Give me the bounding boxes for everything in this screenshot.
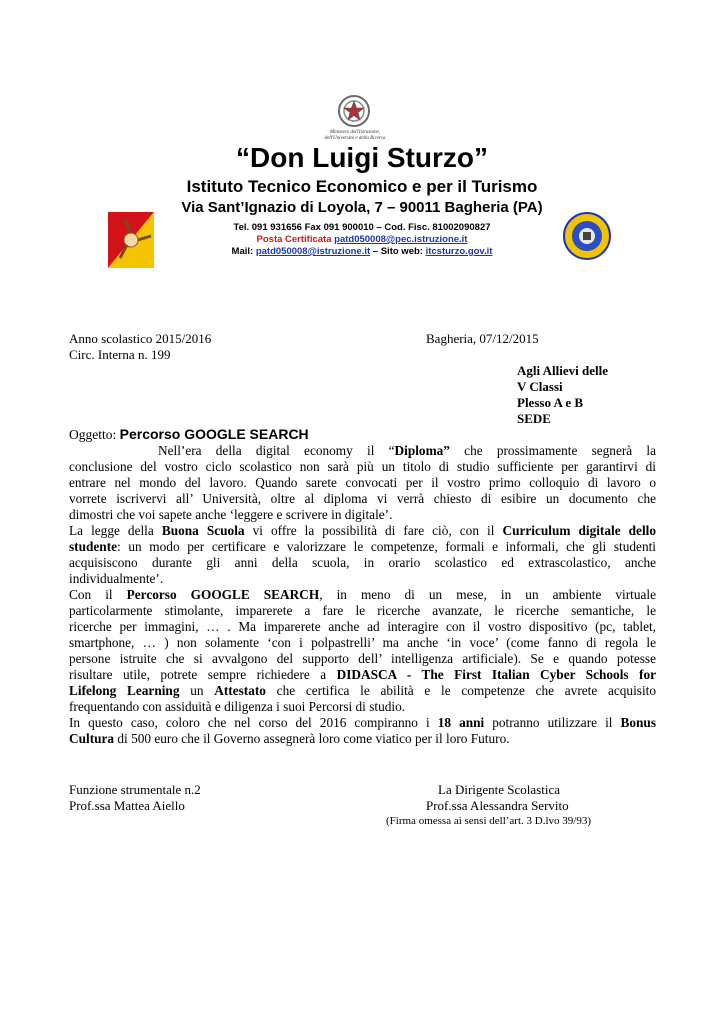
recipient-line: SEDE — [517, 411, 551, 426]
school-year: Anno scolastico 2015/2016 — [69, 331, 212, 346]
body-line: individualmente’. — [69, 571, 164, 586]
body-line: entrare nel mondo del lavoro. Quando sarete convocati per il vostro primo colloquio di lavoro o — [69, 475, 656, 490]
subject-label: Oggetto: — [69, 427, 120, 442]
subject-line — [69, 426, 309, 443]
right-signature-name: Prof.ssa Alessandra Servito — [426, 798, 569, 813]
sicily-flag-icon — [108, 212, 154, 268]
body-line: Lifelong Learning un Attestato che certifica le abilità e le competenze che avrete acquisito — [69, 683, 656, 698]
school-type: Istituto Tecnico Economico e per il Turismo — [186, 177, 538, 196]
body-line: smartphone, … ) non solamente ‘con i polpastrelli’ ma anche ‘in voce’ (come fanno di regola le — [69, 635, 656, 650]
body-line: dimostri che voi sapete anche ‘leggere e scrivere in digitale’. — [69, 507, 393, 522]
body-line: In questo caso, coloro che nel corso del 2016 compiranno i 18 anni potranno utilizzare il Bonus — [69, 715, 656, 730]
pec-label: Posta Certificata — [256, 234, 335, 245]
mail-link[interactable]: patd050008@istruzione.it — [255, 246, 371, 257]
body-line: acquisiscono durante gli anni della scuola, in orario scolastico ed extrascolastico, anche — [69, 555, 656, 570]
body-line: risultare utile, potrete sempre richiedere a DIDASCA - The First Italian Cyber Schools for — [69, 667, 656, 682]
subject-title: Percorso GOOGLE SEARCH — [119, 426, 309, 442]
body-line: La legge della Buona Scuola vi offre la possibilità di fare ciò, con il Curriculum digitale dello — [69, 523, 656, 538]
school-name: “Don Luigi Sturzo” — [236, 142, 488, 173]
site-link[interactable]: itcsturzo.gov.it — [425, 246, 493, 257]
right-signature-role: La Dirigente Scolastica — [438, 782, 561, 797]
body-line: ricerche per immagini, … . Ma imparerete anche ad interagire con il vostro dispositivo (pc, tablet, — [69, 619, 656, 634]
body-line: studente: un modo per certificare e valorizzare le competenze, formali e informali, che gli studenti — [69, 539, 656, 554]
body-line: conclusione del vostro ciclo scolastico non sarà più un titolo di studio sufficiente per garantirvi di — [69, 459, 656, 474]
recipient-line: Agli Allievi delle — [517, 363, 608, 378]
ministry-caption: Ministero dell'Istruzione, dell'Università e della Ricerca — [324, 130, 386, 141]
body-line: Nell’era della digital economy il “Diploma” che prossimamente segnerà la — [158, 443, 657, 458]
circular-number: Circ. Interna n. 199 — [69, 347, 171, 362]
body-line: particolarmente stimolante, imparerete a fare le ricerche avanzate, le ricerche semantiche, le — [69, 603, 656, 618]
pec-link[interactable]: patd050008@pec.istruzione.it — [334, 234, 468, 245]
body-line: persone istruite che si avvalgono del supporto dell’ intelligenza artificiale). Se e quando potesse — [69, 651, 656, 666]
body-line: vorrete iscrivervi all’ Università, oltre al diploma vi verrà chiesto di esibire un documento che — [69, 491, 656, 506]
site-label: – Sito web: — [370, 246, 426, 257]
left-signature-role: Funzione strumentale n.2 — [69, 782, 201, 797]
body-line: Cultura di 500 euro che il Governo assegnerà loro come viatico per il loro Futuro. — [69, 731, 510, 746]
left-signature-name: Prof.ssa Mattea Aiello — [69, 798, 185, 813]
mail-label: Mail: — [231, 246, 256, 257]
contact-line: Tel. 091 931656 Fax 091 900010 – Cod. Fisc. 81002090827 — [233, 222, 491, 233]
body-line: frequentando con assiduità e diligenza i suoi Percorsi di studio. — [69, 699, 406, 714]
body-line: Con il Percorso GOOGLE SEARCH, in meno di un mese, in un ambiente virtuale — [69, 587, 657, 602]
italian-republic-emblem-icon — [337, 94, 371, 128]
signature-note: (Firma omessa ai sensi dell’art. 3 D.lvo 39/93) — [386, 815, 591, 827]
recipient-line: Plesso A e B — [517, 395, 584, 410]
school-seal-icon — [563, 212, 611, 260]
place-date: Bagheria, 07/12/2015 — [426, 331, 539, 346]
school-address: Via Sant’Ignazio di Loyola, 7 – 90011 Bagheria (PA) — [181, 199, 543, 216]
recipient-line: V Classi — [517, 379, 563, 394]
